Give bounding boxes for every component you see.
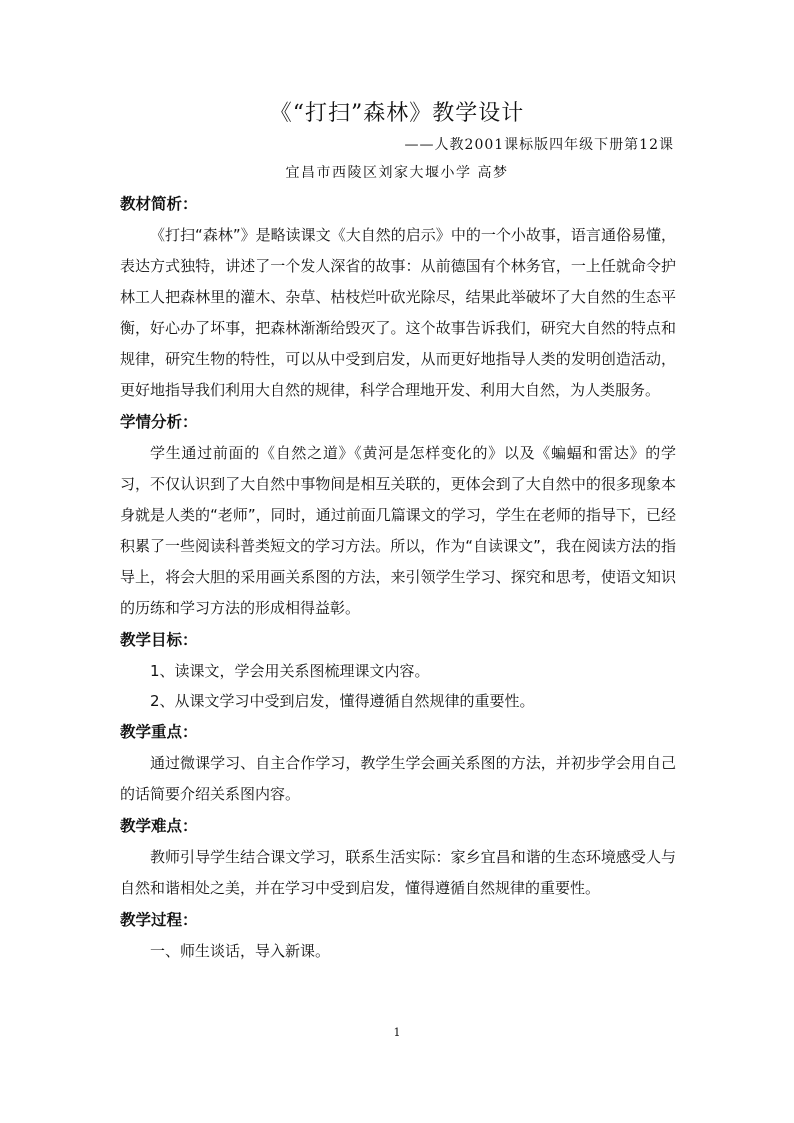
document-subtitle: ——人教2001课标版四年级下册第12课 bbox=[404, 137, 674, 153]
process-item-1: 一、师生谈话，导入新课。 bbox=[150, 942, 331, 960]
page-number: 1 bbox=[393, 1026, 401, 1039]
paragraph-student-analysis: 学生通过前面的《自然之道》《黄河是怎样变化的》以及《蝙蝠和雷达》的学习，不仅认识到了大自然中事物间是相互关联的，更体会到了大自然中的很多现象本身就是人类的“老师”，同时，通过前面几篇课文的学习，学生在老师的指导下，已经积累了一些阅读科普类短文的学习方法。所以，作为“自读课文”，我在阅读方法的指导上，将会大胆的采用画关系图的方法，来引领学生学习、探究和思考，使语文知识的历练和学习方法的形成相得益彰。 bbox=[120, 444, 676, 617]
paragraph-textbook-analysis: 《打扫“森林”》是略读课文《大自然的启示》中的一个小故事，语言通俗易懂，表达方式独特，讲述了一个发人深省的故事：从前德国有个林务官，一上任就命令护林工人把森林里的灌木、杂草、枯枝烂叶砍光除尽，结果此举破坏了大自然的生态平衡，好心办了坏事，把森林渐渐给毁灭了。这个故事告诉我们，研究大自然的特点和规律，研究生物的特性，可以从中受到启发，从而更好地指导人类的发明创造活动，更好地指导我们利用大自然的规律，科学合理地开发、利用大自然，为人类服务。 bbox=[120, 226, 676, 399]
heading-key-points: 教学重点： bbox=[120, 723, 198, 741]
paragraph-difficulties: 教师引导学生结合课文学习，联系生活实际：家乡宜昌和谐的生态环境感受人与自然和谐相处之美，并在学习中受到启发，懂得遵循自然规律的重要性。 bbox=[120, 848, 676, 897]
document-body bbox=[120, 188, 676, 966]
paragraph-key-points: 通过微课学习、自主合作学习，教学生学会画关系图的方法，并初步学会用自己的话简要介绍关系图内容。 bbox=[120, 754, 676, 803]
goal-item-1: 1、读课文，学会用关系图梳理课文内容。 bbox=[150, 662, 430, 680]
heading-teaching-goals: 教学目标： bbox=[120, 631, 198, 649]
heading-difficulties: 教学难点： bbox=[120, 817, 198, 835]
heading-student-analysis: 学情分析： bbox=[120, 413, 198, 431]
goal-item-2: 2、从课文学习中受到启发，懂得遵循自然规律的重要性。 bbox=[150, 692, 535, 710]
heading-teaching-process: 教学过程： bbox=[120, 911, 198, 929]
document-title: 《“打扫”森林》教学设计 bbox=[269, 101, 525, 126]
heading-textbook-analysis: 教材简析： bbox=[120, 195, 198, 213]
document-author: 宜昌市西陵区刘家大堰小学 高梦 bbox=[285, 165, 509, 181]
